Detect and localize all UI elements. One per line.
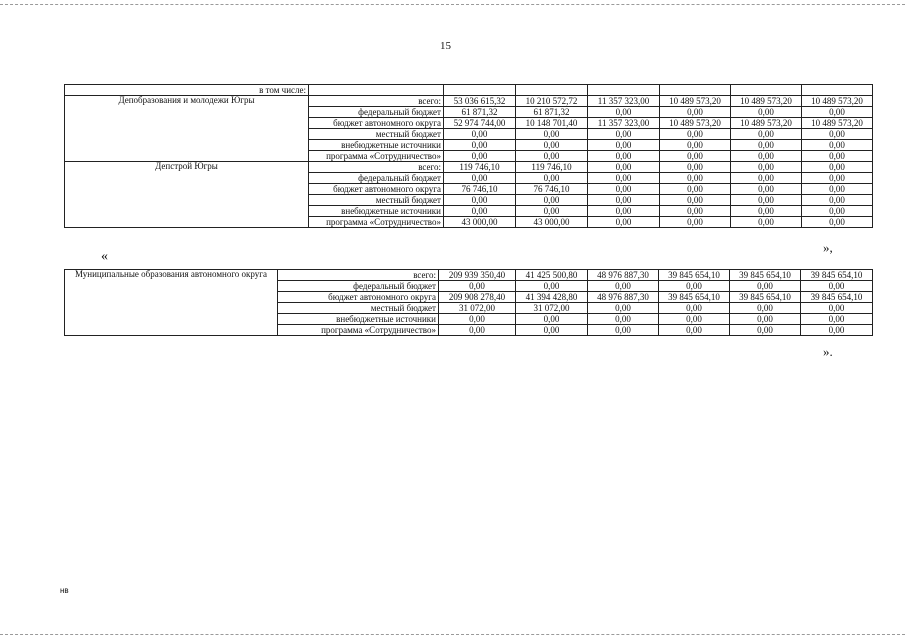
amount-cell: 0,00 xyxy=(802,184,873,195)
amount-cell: 0,00 xyxy=(731,129,802,140)
scan-bottom-edge xyxy=(0,634,905,635)
empty-cell xyxy=(588,85,660,96)
amount-cell: 0,00 xyxy=(588,140,660,151)
opening-quote: « xyxy=(101,249,108,264)
amount-cell: 10 489 573,20 xyxy=(802,118,873,129)
header-label: в том числе: xyxy=(65,85,309,96)
amount-cell: 0,00 xyxy=(660,107,731,118)
amount-cell: 0,00 xyxy=(516,140,588,151)
amount-cell: 0,00 xyxy=(802,129,873,140)
amount-cell: 0,00 xyxy=(516,195,588,206)
closing-quote-comma: », xyxy=(823,240,833,255)
amount-cell: 0,00 xyxy=(516,314,588,325)
table-row xyxy=(65,270,873,281)
amount-cell: 0,00 xyxy=(801,314,873,325)
amount-cell: 0,00 xyxy=(730,303,801,314)
amount-cell: 0,00 xyxy=(731,217,802,228)
amount-cell: 0,00 xyxy=(731,173,802,184)
amount-cell: 0,00 xyxy=(802,162,873,173)
scan-top-edge xyxy=(0,4,905,5)
organization-name: Муниципальные образования автономного округа xyxy=(65,270,278,336)
amount-cell: 119 746,10 xyxy=(444,162,516,173)
amount-cell: 0,00 xyxy=(588,107,660,118)
organization-name: Депобразования и молодежи Югры xyxy=(65,96,309,162)
amount-cell: 0,00 xyxy=(659,314,730,325)
amount-cell: 0,00 xyxy=(660,217,731,228)
funding-table-2 xyxy=(64,269,873,336)
funding-source-label: бюджет автономного округа xyxy=(278,292,439,303)
amount-cell: 0,00 xyxy=(731,107,802,118)
funding-source-label: всего: xyxy=(309,96,444,107)
amount-cell: 52 974 744,00 xyxy=(444,118,516,129)
amount-cell: 0,00 xyxy=(730,281,801,292)
amount-cell: 0,00 xyxy=(660,173,731,184)
amount-cell: 0,00 xyxy=(660,151,731,162)
header-row xyxy=(65,85,873,96)
amount-cell: 39 845 654,10 xyxy=(659,292,730,303)
funding-source-label: местный бюджет xyxy=(309,195,444,206)
amount-cell: 0,00 xyxy=(731,206,802,217)
amount-cell: 0,00 xyxy=(660,140,731,151)
amount-cell: 0,00 xyxy=(444,206,516,217)
amount-cell: 0,00 xyxy=(588,129,660,140)
footer-mark: нв xyxy=(60,586,69,595)
funding-source-label: внебюджетные источники xyxy=(309,206,444,217)
amount-cell: 0,00 xyxy=(731,140,802,151)
amount-cell: 0,00 xyxy=(730,325,801,336)
funding-source-label: бюджет автономного округа xyxy=(309,118,444,129)
amount-cell: 0,00 xyxy=(588,184,660,195)
amount-cell: 48 976 887,30 xyxy=(588,292,659,303)
amount-cell: 31 072,00 xyxy=(439,303,516,314)
funding-source-label: федеральный бюджет xyxy=(309,107,444,118)
amount-cell: 0,00 xyxy=(444,195,516,206)
amount-cell: 0,00 xyxy=(660,195,731,206)
amount-cell: 0,00 xyxy=(588,206,660,217)
empty-cell xyxy=(660,85,731,96)
funding-table-1 xyxy=(64,84,873,228)
empty-cell xyxy=(444,85,516,96)
amount-cell: 0,00 xyxy=(801,303,873,314)
amount-cell: 0,00 xyxy=(659,303,730,314)
amount-cell: 39 845 654,10 xyxy=(730,292,801,303)
amount-cell: 10 210 572,72 xyxy=(516,96,588,107)
amount-cell: 10 489 573,20 xyxy=(731,96,802,107)
amount-cell: 61 871,32 xyxy=(444,107,516,118)
amount-cell: 10 148 701,40 xyxy=(516,118,588,129)
amount-cell: 76 746,10 xyxy=(444,184,516,195)
amount-cell: 43 000,00 xyxy=(444,217,516,228)
amount-cell: 0,00 xyxy=(444,173,516,184)
amount-cell: 0,00 xyxy=(439,325,516,336)
amount-cell: 0,00 xyxy=(516,281,588,292)
amount-cell: 48 976 887,30 xyxy=(588,270,659,281)
table-row xyxy=(65,162,873,173)
funding-source-label: программа «Сотрудничество» xyxy=(309,217,444,228)
amount-cell: 41 394 428,80 xyxy=(516,292,588,303)
amount-cell: 119 746,10 xyxy=(516,162,588,173)
amount-cell: 0,00 xyxy=(516,206,588,217)
amount-cell: 0,00 xyxy=(588,281,659,292)
amount-cell: 0,00 xyxy=(588,217,660,228)
empty-cell xyxy=(309,85,444,96)
amount-cell: 10 489 573,20 xyxy=(660,118,731,129)
funding-source-label: всего: xyxy=(278,270,439,281)
empty-cell xyxy=(802,85,873,96)
amount-cell: 76 746,10 xyxy=(516,184,588,195)
amount-cell: 0,00 xyxy=(659,325,730,336)
amount-cell: 0,00 xyxy=(660,129,731,140)
funding-source-label: программа «Сотрудничество» xyxy=(309,151,444,162)
funding-source-label: всего: xyxy=(309,162,444,173)
amount-cell: 0,00 xyxy=(659,281,730,292)
amount-cell: 10 489 573,20 xyxy=(802,96,873,107)
amount-cell: 0,00 xyxy=(731,184,802,195)
funding-source-label: федеральный бюджет xyxy=(278,281,439,292)
amount-cell: 0,00 xyxy=(588,303,659,314)
amount-cell: 0,00 xyxy=(802,217,873,228)
amount-cell: 39 845 654,10 xyxy=(801,292,873,303)
amount-cell: 0,00 xyxy=(444,151,516,162)
amount-cell: 209 908 278,40 xyxy=(439,292,516,303)
amount-cell: 39 845 654,10 xyxy=(801,270,873,281)
organization-name: Депстрой Югры xyxy=(65,162,309,228)
amount-cell: 0,00 xyxy=(731,195,802,206)
amount-cell: 0,00 xyxy=(439,281,516,292)
page-number: 15 xyxy=(440,40,451,52)
amount-cell: 61 871,32 xyxy=(516,107,588,118)
amount-cell: 0,00 xyxy=(731,162,802,173)
amount-cell: 0,00 xyxy=(802,140,873,151)
amount-cell: 11 357 323,00 xyxy=(588,96,660,107)
amount-cell: 0,00 xyxy=(801,281,873,292)
closing-quote-period: ». xyxy=(823,344,833,359)
amount-cell: 11 357 323,00 xyxy=(588,118,660,129)
amount-cell: 0,00 xyxy=(439,314,516,325)
amount-cell: 0,00 xyxy=(588,173,660,184)
amount-cell: 0,00 xyxy=(660,184,731,195)
amount-cell: 0,00 xyxy=(660,162,731,173)
amount-cell: 43 000,00 xyxy=(516,217,588,228)
amount-cell: 10 489 573,20 xyxy=(660,96,731,107)
empty-cell xyxy=(731,85,802,96)
amount-cell: 0,00 xyxy=(588,151,660,162)
funding-source-label: федеральный бюджет xyxy=(309,173,444,184)
amount-cell: 39 845 654,10 xyxy=(659,270,730,281)
amount-cell: 0,00 xyxy=(588,314,659,325)
amount-cell: 0,00 xyxy=(588,195,660,206)
amount-cell: 0,00 xyxy=(516,151,588,162)
amount-cell: 0,00 xyxy=(444,129,516,140)
amount-cell: 0,00 xyxy=(731,151,802,162)
amount-cell: 0,00 xyxy=(516,129,588,140)
amount-cell: 39 845 654,10 xyxy=(730,270,801,281)
amount-cell: 0,00 xyxy=(588,325,659,336)
amount-cell: 31 072,00 xyxy=(516,303,588,314)
amount-cell: 0,00 xyxy=(802,151,873,162)
amount-cell: 0,00 xyxy=(444,140,516,151)
table-row xyxy=(65,96,873,107)
funding-source-label: бюджет автономного округа xyxy=(309,184,444,195)
amount-cell: 0,00 xyxy=(801,325,873,336)
amount-cell: 0,00 xyxy=(516,325,588,336)
amount-cell: 0,00 xyxy=(516,173,588,184)
amount-cell: 209 939 350,40 xyxy=(439,270,516,281)
amount-cell: 53 036 615,32 xyxy=(444,96,516,107)
amount-cell: 10 489 573,20 xyxy=(731,118,802,129)
funding-source-label: местный бюджет xyxy=(278,303,439,314)
amount-cell: 41 425 500,80 xyxy=(516,270,588,281)
funding-source-label: внебюджетные источники xyxy=(278,314,439,325)
funding-source-label: программа «Сотрудничество» xyxy=(278,325,439,336)
empty-cell xyxy=(516,85,588,96)
amount-cell: 0,00 xyxy=(660,206,731,217)
amount-cell: 0,00 xyxy=(802,195,873,206)
amount-cell: 0,00 xyxy=(802,206,873,217)
amount-cell: 0,00 xyxy=(802,107,873,118)
funding-source-label: местный бюджет xyxy=(309,129,444,140)
funding-source-label: внебюджетные источники xyxy=(309,140,444,151)
amount-cell: 0,00 xyxy=(802,173,873,184)
amount-cell: 0,00 xyxy=(588,162,660,173)
amount-cell: 0,00 xyxy=(730,314,801,325)
